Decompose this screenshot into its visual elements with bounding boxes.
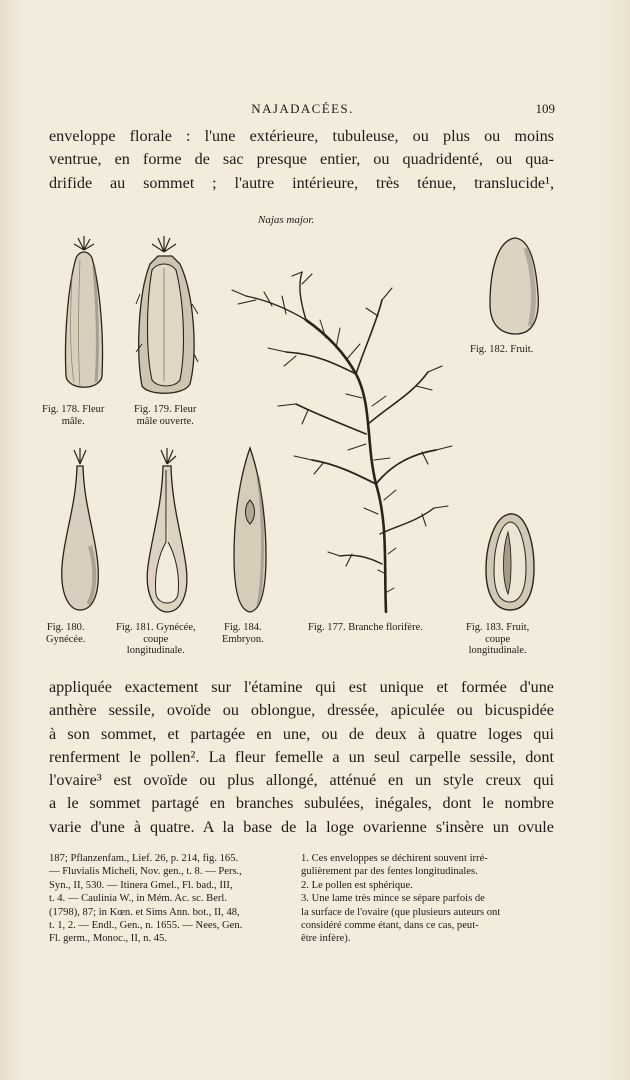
caption-fig-179: Fig. 179. Fleur mâle ouverte. xyxy=(134,404,197,427)
caption-fig-183: Fig. 183. Fruit, coupe longitudinale. xyxy=(466,622,530,656)
footnote-line: Fl. germ., Monoc., II, n. 45. xyxy=(49,933,167,945)
caption-fig-184: Fig. 184. Embryon. xyxy=(222,622,264,645)
gynoecium-illustration xyxy=(58,446,102,616)
running-title: NAJADACÉES. xyxy=(251,101,354,116)
botanical-plate xyxy=(40,210,600,670)
caption-fig-177: Fig. 177. Branche florifère. xyxy=(308,622,423,633)
footnotes-references xyxy=(49,852,285,946)
footnote-line: 2. Le pollen est sphérique. xyxy=(301,879,413,891)
footnote-line: (1798), 87; in Kœn. et Sims Ann. bot., II, 48, xyxy=(49,906,240,918)
paragraph-bottom xyxy=(49,676,554,839)
footnote-line: 3. Une lame très mince se sépare parfois de xyxy=(301,893,485,905)
fruit-section-illustration xyxy=(482,510,538,614)
text-line: ventrue, en forme de sac presque entier, ou quadridenté, ou qua- xyxy=(49,150,554,169)
page-number: 109 xyxy=(535,101,555,116)
male-flower-illustration xyxy=(58,236,110,398)
footnote-line: 187; Pflanzenfam., Lief. 26, p. 214, fig. 165. xyxy=(49,853,239,864)
text-line: l'ovaire³ est ovoïde ou plus allongé, atténué en un style creux qui xyxy=(49,771,554,790)
footnote-line: Syn., II, 530. — Itinera Gmel., Fl. bad., III, xyxy=(49,879,233,891)
footnote-line: — Fluvialis Micheli, Nov. gen., t. 8. — Pers., xyxy=(49,866,242,878)
text-line: a le sommet partagé en branches subulées, inégales, dont le nombre xyxy=(49,794,554,813)
caption-fig-178: Fig. 178. Fleur mâle. xyxy=(42,404,105,427)
male-flower-opened-illustration xyxy=(134,234,200,398)
footnote-line: gulièrement par des fentes longitudinales. xyxy=(301,866,478,878)
plate-title: Najas major. xyxy=(258,214,315,226)
paragraph-top xyxy=(49,125,554,195)
text-line: enveloppe florale : l'une extérieure, tubuleuse, ou plus ou moins xyxy=(49,127,554,145)
footnote-line: la surface de l'ovaire (que plusieurs auteurs ont xyxy=(301,906,501,918)
text-line: appliquée exactement sur l'étamine qui est unique et formée d'une xyxy=(49,678,554,696)
text-line: à son sommet, et partagée en une, ou de deux à quatre loges qui xyxy=(49,724,554,743)
text-line: drifide au sommet ; l'autre intérieure, très ténue, translucide¹, xyxy=(49,173,554,192)
footnote-line: être infère). xyxy=(301,933,351,945)
footnote-line: 1. Ces enveloppes se déchirent souvent irré- xyxy=(301,853,488,864)
fruit-illustration xyxy=(486,234,542,338)
caption-fig-182: Fig. 182. Fruit. xyxy=(470,344,534,355)
caption-fig-180: Fig. 180. Gynécée. xyxy=(46,622,86,645)
gynoecium-section-illustration xyxy=(144,446,190,616)
embryo-illustration xyxy=(230,446,270,616)
text-line: renferment le pollen². La fleur femelle a un seul carpelle sessile, dont xyxy=(49,747,554,766)
caption-fig-181: Fig. 181. Gynécée, coupe longitudinale. xyxy=(116,622,196,656)
footnote-line: t. 1, 2. — Endl., Gen., n. 1655. — Nees, Gen. xyxy=(49,920,243,932)
footnotes-notes xyxy=(301,852,553,946)
footnote-line: considéré comme étant, dans ce cas, peut- xyxy=(301,920,479,932)
page-header xyxy=(50,101,555,121)
text-line: varie d'une à quatre. A la base de la loge ovarienne s'insère un ovule xyxy=(49,817,554,836)
footnote-line: t. 4. — Caulinia W., in Mém. Ac. sc. Berl. xyxy=(49,893,228,905)
text-line: anthère sessile, ovoïde ou oblongue, dressée, apiculée ou bicuspidée xyxy=(49,701,554,720)
